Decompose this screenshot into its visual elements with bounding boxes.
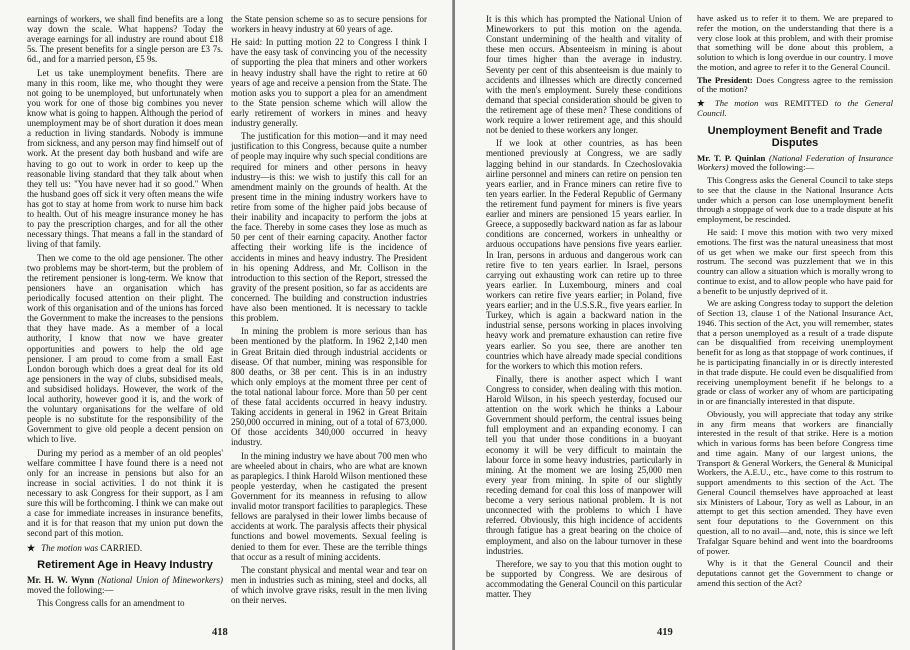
left-page — [0, 0, 453, 650]
left-page-column-2 — [231, 14, 427, 608]
paragraph: In mining the problem is more serious than has been mentioned by the platform. In 1962 2,140 men in Great Britain died through industrial accidents or disease. Of that number, mining was responsible for 800 deaths, or 38 per cent. This is in an industry which only employs at the moment three per cent of the total national labour force. More than 50 per cent of these fatal accidents occurred in heavy industry. Taking accidents in general in 1962 in Great Britain 250,000 occurred in mining, out of a total of 673,000. Of those accidents 340,000 occurred in heavy industry. — [231, 326, 427, 448]
speaker-name: Mr. T. P. Quinlan — [697, 152, 766, 163]
paragraph: The justification for this motion—and it may need justification to this Congress, because quite a number of people may inquire why such special conditions are required for miners and other persons in heavy industry—is this: we wish to justify this call for an amendment mainly on the grounds of health. At the present time in the mining industry workers have to retire from some of the higher paid jobs because of their inability and incapacity to perform the jobs at the face. Thereby in some cases they lose as much as 50 per cent of their earning capacity. Another factor affecting their working life is the incidence of accidents in mines and heavy industry. The President in his opening Address, and Mr. Collison in the introduction to this section of the Report, stressed the gravity of the present position, so far as accidents are concerned. The building and construction industries have also been mentioned. It is necessary to tackle this problem. — [231, 131, 427, 324]
paragraph: In the mining industry we have about 700 men who are wheeled about in chairs, who are what are known as paraplegics. I think Harold Wilson mentioned these people yesterday, when he castigated the present Government for its meanness in refusing to allow invalid motor transport facilities to paraplegics. These fellows are paralysed in their lower limbs because of accidents at work. The paralysis affects their physical functions and bowel movements. Sexual feeling is denied to them for ever. These are the terrible things that occur as a result of mining accidents. — [231, 450, 427, 562]
paragraph: Obviously, you will appreciate that today any strike in any firm means that workers are financially interested in the result of that strike. Here is a motion which in various forms has been before Congress time and time again. Many of our largest unions, the Transport & General Workers, the General & Municipal Workers, the A.E.U., etc., have come to this rostrum to support amendments to this section of the Act. The General Council themselves have approached at least six Ministers of Labour, Tory as well as Labour, in an attempt to get this section amended. They have even sent four deputations to the Government on this question, all to no avail—and, note, this is since we left Trafalgar Square behind and went into the boardrooms of power. — [697, 408, 893, 556]
paragraph: He said: In putting motion 22 to Congress I think I have the easy task of convincing you of the necessity of supporting the plea that miners and other workers in heavy industry shall have the right to retire at 60 years of age and receive a pension from the State. The motion asks you to support a plea for an amendment to the State pension scheme which will allow the early retirement of workers in mines and heavy industry generally. — [231, 37, 427, 129]
paragraph: He said: I move this motion with two very mixed emotions. The first was the natural uneasiness that most of us get when we make our first speech from this rostrum. The second was puzzlement that we in this country can allow a situation which is morally wrong to continue to exist, and to allow people who have paid for a benefit to be unjustly deprived of it. — [697, 227, 893, 296]
paragraph: The constant physical and mental wear and tear on men in industries such as mining, steel and docks, all of which involve grave risks, result in the men living on their nerves. — [231, 564, 427, 606]
paragraph: Finally, there is another aspect which I want Congress to consider, when dealing with this motion. Harold Wilson, in his speech yesterday, focused our attention on the work which he thinks a Labour Government should perform, the central issues being full employment and an expanding economy. I can tell you that under those conditions in a buoyant economy it will be very difficult to maintain the labour force in some heavy industries, particularly in mining. At the moment we are losing 25,000 men every year from mining. In spite of our slightly receding demand for coal this loss of manpower will become a very serious national problem. It is not unconnected with the problems to which I have referred. Obviously, this high incidence of accidents through fatigue has a great bearing on the choice of employment, and also on the labour turnover in these industries. — [486, 373, 682, 556]
paragraph: Therefore, we say to you that this motion ought to be supported by Congress. We are desirous of accommodating the General Council on this particular matter. They — [486, 558, 682, 600]
section-heading: Retirement Age in Heavy Industry — [37, 558, 213, 571]
paragraph: It is this which has prompted the National Union of Mineworkers to put this motion on the agenda. Constant undermining of the health and vitality of these men occurs. Absenteeism in mining is about four times higher than the average in industry. Seventy per cent of this absenteeism is due mainly to accidents and illnesses which are directly concerned with the men's employment. Surely these conditions demand that special consideration should be given to the retirement age of these men? These conditions of work require a lower retirement age, and this should not be denied to these workers any longer. — [486, 14, 682, 136]
speaker-line — [697, 154, 893, 174]
right-page-column-1 — [486, 14, 682, 602]
page-number-left: 418 — [212, 627, 228, 638]
paragraph: the State pension scheme so as to secure pensions for workers in heavy industry at 60 years of age. — [231, 14, 427, 35]
president-label: The President: — [697, 74, 753, 85]
paragraph: Then we come to the old age pensioner. The other two problems may be short-term, but the problem of the retirement pensioner is long-term. We know that pensioners have an organisation which has periodically focused attention on their plight. The work of this organisation and of the unions has forced the Government to make the increases to the pensions that they have made. As a member of a local authority, I know that now we have greater opportunities and powers to help the old age pensioner. I am proud to come from a small East London borough which does a great deal for its old age pensioners in the way of clubs, subsidised meals, and subsidised holidays. However, the work of the local authority, however good it is, and the work of the voluntary organisations for the welfare of old people is no substitute for the responsibility of the Government to give old people a decent pension on which to live. — [27, 252, 223, 445]
motion-prefix: The motion was — [714, 98, 779, 109]
right-page — [455, 0, 910, 650]
motion-outcome: CARRIED. — [100, 542, 143, 553]
speaker-line — [27, 575, 223, 595]
paragraph: If we look at other countries, as has been mentioned previously at Congress, we are sadly lagging behind in our standards. In Czechoslovakia airline personnel and miners can retire on pension ten years earlier, and in France miners can retire five to ten years earlier. In the Federal Republic of Germany the retirement fund payment for miners is five years earlier and miners are pensioned 15 years earlier. In Greece, a supposedly backward nation as far as labour conditions are concerned, workers in unhealthy or arduous occupations have pensions five years earlier. In Iran, persons in arduous and dangerous work can retire five to ten years earlier. In Israel, persons carrying out exhausting work can retire up to three years earlier. In Luxembourg, miners and coal workers can retire five years earlier; in Poland, five years earlier; and in the U.S.S.R., five years earlier. In Turkey, which is again a backward nation in the industrial sense, persons working in places involving heavy work and premature exhaustion can retire five years earlier. So you see, there are another ten countries which have already made special conditions for the workers to which this motion refers. — [486, 138, 682, 371]
speaker-union: (National Union of Mineworkers) — [97, 575, 223, 586]
right-page-column-2 — [697, 14, 893, 592]
page-number-right: 419 — [657, 627, 673, 638]
motion-suffix: to the General Council. — [697, 98, 894, 118]
motion-outcome: REMITTED — [784, 98, 829, 109]
paragraph: This Congress asks the General Council to take steps to see that the clause in the National Insurance Acts under which a person can lose unemployment benefit through a stoppage of work due to a trade dispute at his employment, be rescinded. — [697, 175, 893, 225]
section-heading: Unemployment Benefit and Trade Disputes — [707, 124, 883, 150]
star-icon: ★ — [27, 542, 36, 553]
speaker-name: Mr. H. W. Wynn — [27, 575, 95, 586]
speaker-intro: moved the following:— — [730, 162, 815, 173]
paragraph: have asked us to refer it to them. We are prepared to refer the motion, on the understanding that there is a very close look at this problem, and with their promise that something will be done about this problem, a solution to which is long overdue in our country. I move the motion, and agree to refer it to the General Council. — [697, 13, 893, 72]
president-line — [697, 76, 893, 96]
paragraph: earnings of workers, we shall find benefits are a long way down the scale. What happens? Today the average earnings for all industry are round about £18 5s. The present benefits for a single person are £3 7s. 6d., and for a married person, £5 9s. — [27, 14, 223, 65]
paragraph: Why is it that the General Council and their deputations cannot get the Government to change or amend this section of the Act? — [697, 558, 893, 588]
motion-prefix: The motion was — [41, 542, 99, 553]
paragraph: This Congress calls for an amendment to — [37, 598, 185, 609]
paragraph: We are asking Congress today to support the deletion of Section 13, clause 1 of the National Insurance Act, 1946. This section of the Act, you will remember, states that a person unemployed as a result of a trade dispute can be disqualified from receiving unemployment benefit for as long as that stoppage of work continues, if he is participating financially in or is directly interested in that trade dispute. He could even be disqualified from receiving unemployment benefit if he belongs to a grade or class of worker any of whom are participating in or are financially interested in that dispute. — [697, 298, 893, 407]
motion-result — [697, 99, 893, 119]
paragraph: Let us take unemployment benefits. There are many in this room, like me, who thought they were not going to be unemployed, but unfortunately when you work for one of those big combines you never know what is going to happen. Although the period of unemployment may be of short duration it does mean a reduction in living standards. Nobody is immune from sickness, and any person may find himself out of work. At the present day both husband and wife are having to go out to work in order to keep up the reasonable living standard that they talk about when they tell us: "You have never had it so good." When the husband goes off sick it very often means the wife has got to stay at home from work to nurse him back to health. Out of his meagre insurance money he has to pay the prescription charges, and for all the other necessary things. That means a fall in the standard of living of that family. — [27, 67, 223, 250]
president-text: Does Congress agree to the remission of the motion? — [697, 74, 893, 95]
left-page-column-1 — [27, 14, 223, 612]
motion-result — [27, 543, 223, 553]
speaker-union: (National Federation of Insurance Workers) — [697, 152, 894, 173]
star-icon: ★ — [697, 98, 709, 109]
paragraph: During my period as a member of an old peoples' welfare committee I have found there is a need not only for an increase in pensions but also for an increase in social activities. I do not think it is necessary to ask Congress for their support, as I am sure this will be forthcoming. I think we can make out a case for immediate increases in insurance benefits, and it is for that reason that my union put down the second part of this motion. — [27, 447, 223, 539]
speaker-intro: moved the following:— — [27, 585, 114, 596]
